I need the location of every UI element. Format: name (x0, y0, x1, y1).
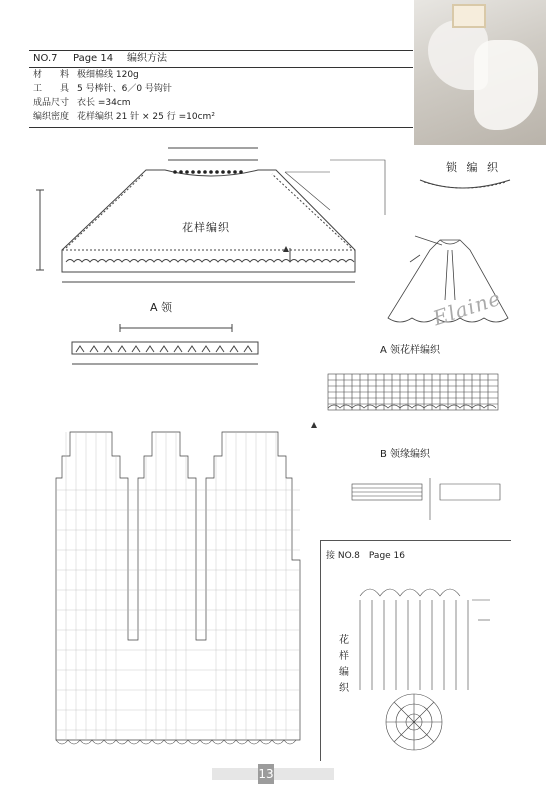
collar-edge-chart (352, 478, 500, 520)
watermark-signature: Elaine (430, 285, 505, 331)
collar-pattern-chart (328, 374, 498, 410)
collar-b-chart-title: B 领缘编织 (380, 449, 431, 460)
chain-stitch-diagram (420, 180, 510, 188)
material-value: 极细棉线 120g (77, 70, 139, 80)
body-diagram (36, 148, 385, 282)
continued-vertical-char: 编 (339, 667, 349, 678)
main-stitch-chart (56, 432, 300, 744)
material-label: 材 料 (33, 70, 70, 80)
continued-vertical-char: 织 (339, 683, 349, 694)
tool-value: 5 号棒针、6／0 号钩针 (77, 84, 172, 94)
continued-title: 接 NO.8 Page 16 (326, 551, 406, 561)
gauge-label: 编织密度 (33, 112, 70, 122)
page-ref: Page 14 (73, 53, 114, 64)
continued-vertical-char: 样 (339, 651, 349, 662)
tool-label: 工 具 (33, 84, 70, 94)
page-number: 13 (258, 764, 274, 784)
collar-a-title: A 领 (150, 301, 173, 314)
pattern-number: NO.7 (33, 53, 58, 64)
size-value: 衣长 =34cm (77, 98, 131, 108)
size-label: 成品尺寸 (33, 98, 70, 108)
gauge-value: 花样编织 21 针 × 25 行 =10cm² (77, 112, 215, 122)
collar-a-diagram (72, 324, 258, 364)
continued-vertical-char: 花 (339, 635, 349, 646)
chain-stitch-title: 锁 编 织 (446, 161, 501, 174)
collar-a-chart-title: A 领花样编织 (380, 345, 441, 356)
method-title: 编织方法 (127, 53, 167, 64)
body-pattern-label: 花样编织 (182, 221, 230, 234)
